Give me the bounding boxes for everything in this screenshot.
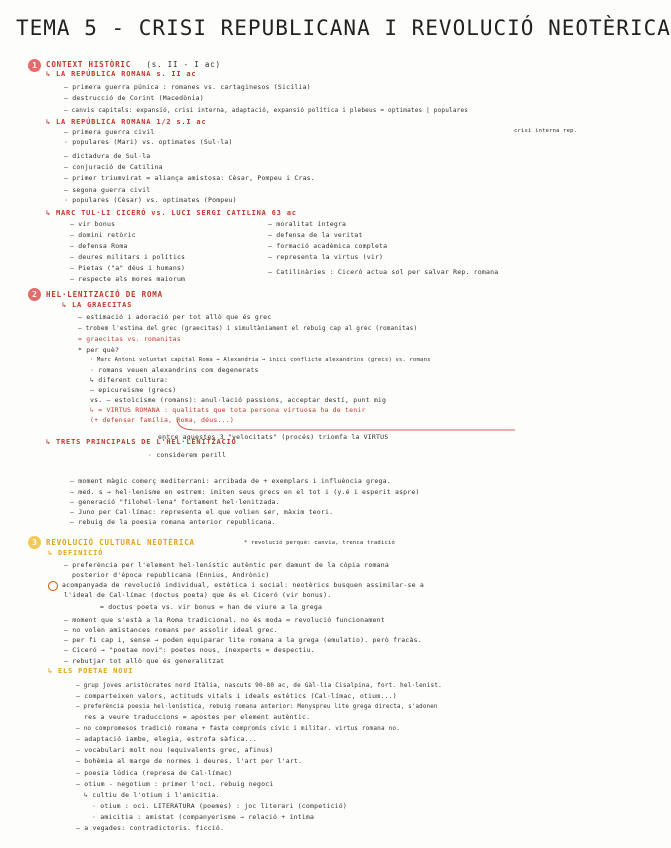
list-item: · considerem perill [148,451,227,459]
list-item: · populares (Mari) vs. optimates (Sul·la) [64,138,233,146]
section-1-sub3: ↳ MARC TUL·LI CICERÓ vs. LUCI SERGI CATILINA 63 ac [46,209,297,217]
list-item: – rebutjar tot allò que és generalitzat [64,657,225,665]
list-item: – grup joves aristòcrates nord Itàlia, nascuts 90-80 ac, de Gàl·lia Cisalpina, fort. hel·lenist. [76,682,442,689]
section-1-sub1: ↳ LA REPÚBLICA ROMANA s. II ac [46,70,197,78]
section-1-heading-text: CONTEXT HISTÒRIC [46,60,132,69]
orange-circle-marker [48,581,58,591]
list-item: res a veure traduccions = apostes per element autèntic. [84,713,311,721]
list-item: – dictadura de Sul·la [64,152,151,160]
list-item: · romans veuen alexandrins com degenerats [90,366,259,374]
section-1-sub2: ↳ LA REPÚBLICA ROMANA 1/2 s.I ac [46,118,207,126]
red-bracket-annotation [175,404,545,434]
list-item: ↳ = VIRTUS ROMANA : qualitats que tota persona virtuosa ha de tenir [90,406,366,414]
section-2-sub2: ↳ TRETS PRINCIPALS DE L'HEL·LENITZACIÓ [46,438,237,446]
section-2-heading: HEL·LENITZACIÓ DE ROMA [46,290,163,299]
list-item: vs. – estoïcisme (romans): anul·lació passions, acceptar destí, punt mig [90,396,387,404]
list-item: · otium : oci. LITERATURA (poemes) : joc literari (competició) [92,802,348,810]
list-item: – domini retòric [70,231,136,239]
list-item: – segona guerra civil [64,186,151,194]
page-title: TEMA 5 - CRISI REPUBLICANA I REVOLUCIÓ NEOTÈRICA [16,16,671,40]
list-item: – deures militars i polítics [70,253,186,261]
list-item: – destrucció de Corint (Macedònia) [64,94,204,102]
list-item: – adaptació iambe, elegia, estrofa sàfica... [76,735,257,743]
list-item: – Juno per Cal·límac: representa el que volien ser, màxim teori. [70,508,334,516]
section-2-number-badge: 2 [28,288,41,301]
list-item: – primera guerra civil [64,128,155,136]
list-item: – comparteixen valors, actituds vitals i ideals estètics (Cal·límac, otium...) [76,692,397,700]
list-item: – defensa de la veritat [268,231,363,239]
list-item: – med. s → hel·lenisme en estrem: imiten seus grecs en el tot i (y.é i esperit aspre) [70,488,420,496]
section-3-number-badge: 3 [28,536,41,549]
list-item: (+ defensar família, Roma, déus...) [90,416,234,424]
list-item: – generació "filohel·lena" fortament hel·lenitzada. [70,498,280,506]
list-item: – canvis capitals: expansió, crisi interna, adaptació, expansió política i plebeus = optimates | populares [64,107,469,114]
list-item: – primer triumvirat = aliança amistosa: Cèsar, Pompeu i Cras. [64,174,315,182]
list-item: – vir bonus [70,220,116,228]
list-item: · populares (Cèsar) vs. optimates (Pompeu) [64,196,237,204]
list-item: l'ideal de Cal·límac (doctus poeta) que és el Ciceró (vir bonus). [64,591,332,599]
list-item: – no compromesos tradició romana + fasta compromís cívic i militar. virtus romana no. [76,725,401,732]
list-item: = graecitas vs. romanitas [78,335,181,343]
list-item: – preferència per l'element hel·lenístic autèntic per damunt de la còpia romana [64,561,389,569]
list-item: entre aquestes 3 "velocitats" (procés) triomfa la VIRTUS [158,433,389,441]
list-item: – bohèmia al marge de normes i deures. l'art per l'art. [76,757,303,765]
list-item: – a vegades: contradictoris. ficció. [76,824,225,832]
list-item: – per fi cap i, sense → poden equiparar lite romana a la grega (emulatio). però fracàs. [64,636,422,644]
section-3-heading-note: * revolució perquè: canvia, trenca tradició [244,540,395,546]
list-item: – Pietas ("a" déus i humans) [70,264,186,272]
list-item: – otium - negotium : primer l'oci. rebuig negoci [76,780,274,788]
list-item: acompanyada de revolució individual, estètica i social: neotèrics busquen assimilar-se a [62,581,424,589]
list-item: – no volen amistances romans per assolir ideal grec. [64,626,278,634]
list-item: – conjuració de Catilina [64,163,163,171]
list-item: – epicureisme (grecs) [90,386,177,394]
list-item: – poesia lúdica (represa de Cal·límac) [76,769,233,777]
list-item: – primera guerra púnica : romanes vs. cartaginesos (Sicília) [64,83,311,91]
list-item: – trobem l'estima del grec (graecitas) i simultàniament el rebuig cap al grec (romanitas) [78,325,418,332]
list-item: – defensa Roma [70,242,128,250]
list-item: – Catilinàries : Ciceró actua sol per salvar Rep. romana [268,268,499,276]
list-item: ↳ cultiu de l'otium i l'amicitia. [84,791,220,799]
list-item: ↳ diferent cultura: [90,376,169,384]
section-3-heading: REVOLUCIÓ CULTURAL NEOTÈRICA [46,538,195,547]
list-item: – vocabulari molt nou (equivalents grec, afinus) [76,746,274,754]
list-item: · amicitia : amistat (companyerisme → relació + íntima [92,813,315,821]
list-item: – representa la virtus (vir) [268,253,384,261]
list-item: – moment màgic comerç mediterrani: arribada de + exemplars i influència grega. [70,477,391,485]
list-item: – rebuig de la poesia romana anterior republicana. [70,518,276,526]
section-1-heading-dates: (s. II - I ac) [146,60,221,69]
list-item: – Ciceró → "poetae novi": poetes nous, inexperts = despectiu. [64,646,315,654]
section-3-sub2: ↳ ELS POETAE NOVI [48,667,134,675]
list-item: – respecte als mores maiorum [70,275,186,283]
list-item: – preferència poesia hel·lenística, rebuig romana anterior: Menyspreu lite grega directa, s'adonen [76,704,438,710]
section-3-sub1: ↳ DEFINICIÓ [48,549,104,557]
section-1-number-badge: 1 [28,59,41,72]
list-item: – moment que s'està a la Roma tradicional. no és moda = revolució funcionament [64,616,385,624]
crisis-note: crisi interna rep. [514,128,578,134]
list-item: – formació acadèmica completa [268,242,388,250]
section-2-sub1: ↳ LA GRAECITAS [62,301,133,309]
list-item: * per què? [78,346,120,354]
list-item: · Marc Antoni voluntat capital Roma → Alexandria → inici conflicte alexandrins (grecs) vs. romans [90,357,431,363]
list-item: – estimació i adoració per tot allò que és grec [78,313,272,321]
list-item: – moralitat íntegra [268,220,347,228]
list-item: ≈ doctus poeta vs. vir bonus = han de viure a la grega [100,603,323,611]
section-1-heading [46,60,221,69]
list-item: posterior d'època republicana (Ennius, Andrònic) [72,571,270,579]
